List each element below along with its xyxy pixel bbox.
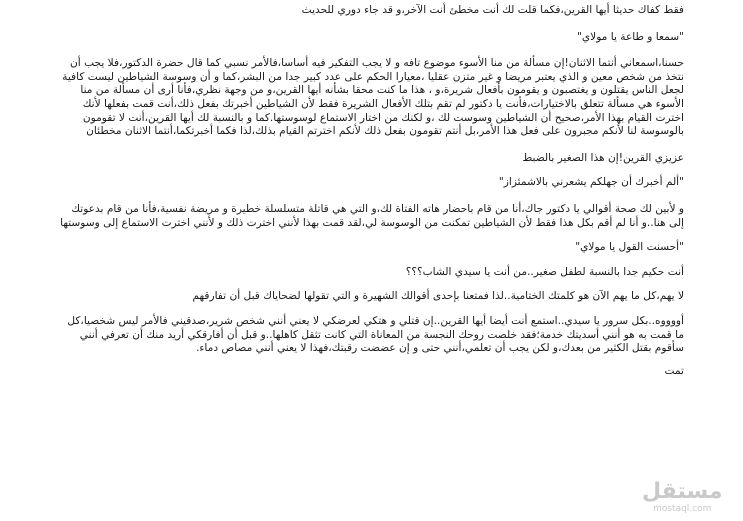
paragraph-2: "سمعا و طاعة يا مولاي" <box>577 30 684 43</box>
paragraph-1: فقط كفاك حديثا أيها القرين،فكما قلت لك أنت مخطئ أنت الآخر،و قد جاء دوري للحديث <box>301 4 684 16</box>
paragraph-7: "أحسنت القول يا مولاي" <box>575 241 684 254</box>
paragraph-6: و لأبين لك صحة أقوالي يا دكتور جاك،أنا من قام باحضار هاته الفتاة لك،و التي هي قاتلة متسلسلة خطيرة و مريضة نفسية،فأنا من قام بدعوتك إلى هنا..و أنا لم أقم بكل هذا فقط لأن الشياطين تمكنت من الوسوسة لي،لقد قمت بهذا لأنني اخترت ذلك و لأنني اخترت الاستماع إلى وسوستها <box>60 202 684 229</box>
paragraph-8: أنت حكيم جدا بالنسبة لطفل صغير..من أنت يا سيدي الشاب؟؟؟ <box>405 265 684 278</box>
paragraph-10: أووووه..بكل سرور يا سيدي..استمع أنت أيضا أيها القرين..إن قتلي و هتكي لعرضكي لا يعني أنني شخص شرير،صدقيني فالأمر ليس شخصيا،كل ما قمت به هو أنني أسديتك خدمة؛فقد خلصت روحك النجسة من المعاناة التي كانت تثقل كاهلها..و قبل أن أفارقكي أريد منك أن تعرفي أنني سأقوم بقتل الكثير من بعدك،و لكن يجب أن تعلمي،أنني حتى و إن عضضت رقبتك،فهذا لا يعني أنني مصاص دماء. <box>67 314 684 355</box>
paragraph-11: تمت <box>664 364 684 377</box>
paragraph-3: حسنا،اسمعاني أنتما الاثنان!إن مسألة من منا الأسوء موضوع تافه و لا يجب التفكير فيه أساسا،فالأمر نسبي كما قال حضرة الدكتور،فلا يجب أن نتخذ من شخص معين و الذي يعتبر مريضا و غير متزن عقليا ،معيارا الحكم على عدد كبير جدا من البشر،كما و أن وسوسة الشياطين ليست كافية لجعل الناس يقتلون و يغتصبون و يقومون بأفعال شريرة،و ، هذا ما كنت محقا بشأنه أيها القرين،و من وجهة نظري،فأنا أرى أن مسألة من منا الأسوء هي مسألة تتعلق بالاختيارات،فأنت يا دكتور لم تقم بتلك الأفعال الشريرة فقط لأن الشياطين أخبرتك بفعل ذلك،أنت قمت بفعلها لأنك اخترت القيام بهذا الأمر،صحيح أن الشياطين وسوست لك ،و لكنك من اختار الاستماع لوسوستها.كما و بالنسبة لك أيها القرين،أنت لا تقومون بالوسوسة لنا لأنكم مجبرون على فعل هذا الأمر،بل أنتم تقومون بفعل ذلك لأنكم اخترتم القيام بذلك،لذا فكما أخبرتكما،أنتما الاثنان مخطئان <box>62 57 684 138</box>
paragraph-9: لا يهم،كل ما يهم الآن هو كلمتك الختامية..لذا فمتعنا بإحدى أقوالك الشهيرة و التي تقولها لضحاياك قبل أن تفارقهم <box>192 290 684 303</box>
paragraph-4: عزيزي القرين!إن هذا الصغير بالضبط <box>522 151 684 164</box>
mostaql-watermark <box>642 480 722 514</box>
watermark-logo: مستقل <box>642 479 723 504</box>
document-body <box>58 4 684 378</box>
paragraph-5: "ألم أخبرك أن جهلكم يشعرني بالاشمئزاز" <box>498 176 684 189</box>
watermark-url: mostaql.com <box>653 504 712 514</box>
